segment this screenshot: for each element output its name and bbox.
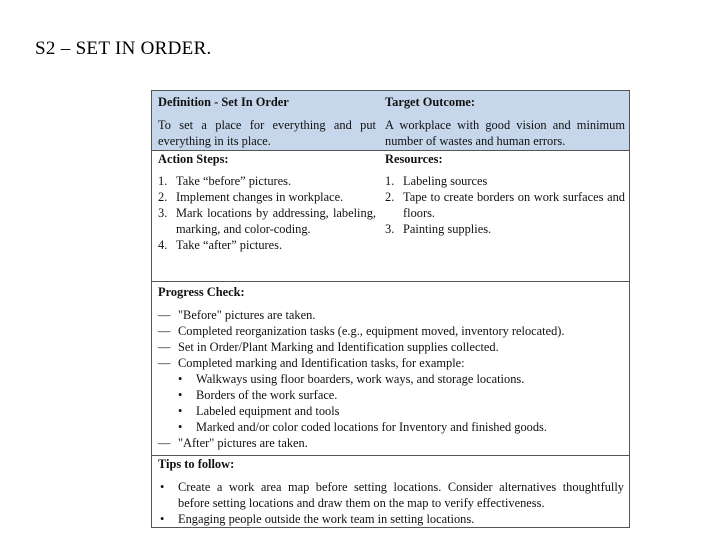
sub-list-item: • Walkways using floor boarders, work ways, and storage locations. (178, 372, 525, 386)
list-item: — Completed reorganization tasks (e.g., equipment moved, inventory relocated). (158, 324, 565, 338)
list-item: • Create a work area map before setting locations. Consider alternatives thoughtfully before setting locations and draw them on the map to verify effectiveness. (160, 480, 624, 510)
list-item: 1. Labeling sources (385, 174, 488, 188)
list-item: 1. Take “before” pictures. (158, 174, 292, 188)
list-item: 4. Take “after” pictures. (158, 238, 283, 252)
list-item: 3. Painting supplies. (385, 222, 492, 236)
definition-heading: Definition - Set In Order (158, 95, 289, 109)
tips-row (152, 455, 629, 527)
slide-title: S2 – SET IN ORDER. (35, 38, 212, 59)
sub-list-item: • Borders of the work surface. (178, 388, 338, 402)
tips-list (158, 479, 624, 527)
action-steps-heading: Action Steps: (158, 152, 229, 166)
action-resources-row (152, 150, 629, 281)
progress-check-heading: Progress Check: (158, 285, 245, 299)
definition-text: To set a place for everything and put everything in its place. (158, 118, 376, 148)
list-item: • Engaging people outside the work team in setting locations. (160, 512, 475, 526)
progress-check-row (152, 281, 629, 455)
list-item: 2. Implement changes in workplace. (158, 190, 344, 204)
action-steps-cell (158, 151, 376, 253)
resources-list (385, 173, 625, 237)
list-item: 3. Mark locations by addressing, labeling, marking, and color-coding. (158, 206, 376, 236)
resources-cell (385, 151, 625, 237)
action-steps-list (158, 173, 376, 253)
sub-list-item: • Labeled equipment and tools (178, 404, 340, 418)
definition-row (152, 112, 629, 150)
tips-heading: Tips to follow: (158, 457, 235, 471)
list-item: — "After" pictures are taken. (158, 436, 308, 450)
resources-heading: Resources: (385, 152, 443, 166)
list-item: — "Before" pictures are taken. (158, 308, 316, 322)
target-outcome-heading: Target Outcome: (385, 95, 476, 109)
list-item: — Set in Order/Plant Marking and Identification supplies collected. (158, 340, 499, 354)
tips-cell (158, 456, 624, 527)
set-in-order-table (151, 90, 630, 528)
target-outcome-text: A workplace with good vision and minimum number of wastes and human errors. (385, 118, 625, 148)
progress-check-cell (158, 284, 623, 451)
list-item: 2. Tape to create borders on work surfaces and floors. (385, 190, 625, 220)
progress-check-list (158, 307, 623, 451)
list-item: — Completed marking and Identification tasks, for example: (158, 356, 465, 370)
table-header-row (152, 91, 629, 112)
sub-list-item: • Marked and/or color coded locations for Inventory and finished goods. (178, 420, 547, 434)
